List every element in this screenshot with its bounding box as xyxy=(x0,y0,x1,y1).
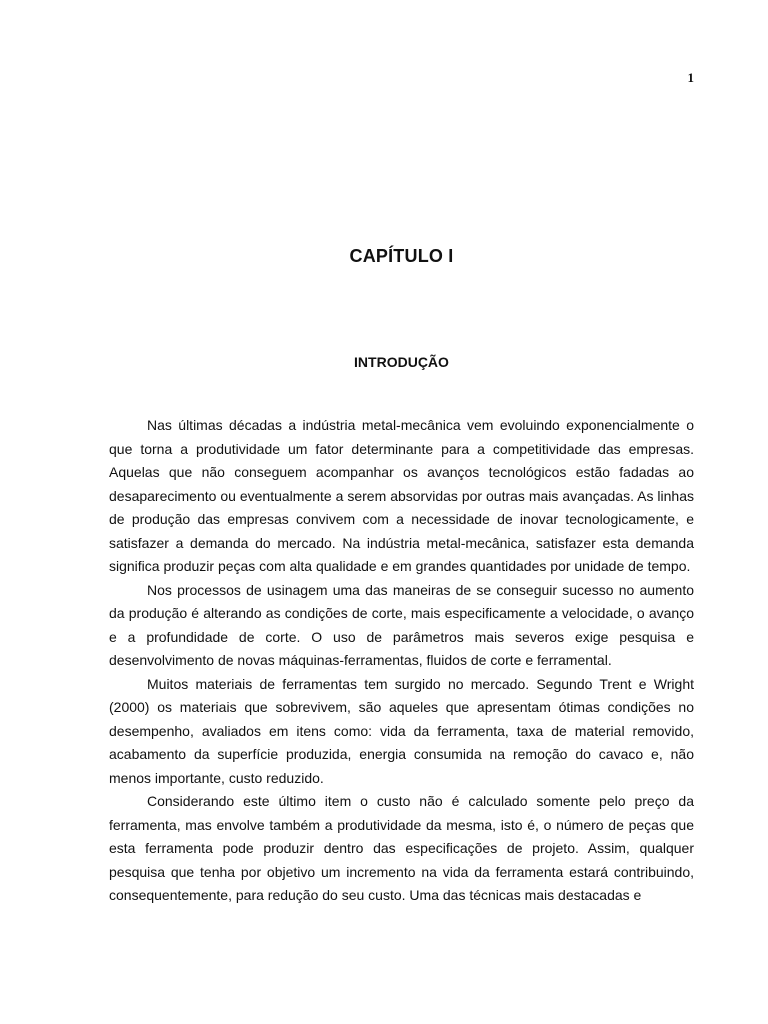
page-number: 1 xyxy=(687,70,694,85)
paragraph-2: Nos processos de usinagem uma das maneiras de se conseguir sucesso no aumento da produção é alterando as condições de corte, mais especificamente a velocidade, o avanço e a profundidade de corte. O uso de parâmetros mais severos exige pesquisa e desenvolvimento de novas máquinas-ferramentas, fluidos de corte e ferramental. xyxy=(109,581,694,668)
paragraph-4: Considerando este último item o custo não é calculado somente pelo preço da ferramenta, mas envolve também a produtividade da mesma, isto é, o número de peças que esta ferramenta pode produzir dentro das especificações de projeto. Assim, qualquer pesquisa que tenha por objetivo um incremento na vida da ferramenta estará contribuindo, consequentemente, para redução do seu custo. Uma das técnicas mais destacadas e xyxy=(109,793,694,903)
paragraph-3: Muitos materiais de ferramentas tem surgido no mercado. Segundo Trent e Wright (2000) os materiais que sobrevivem, são aqueles que apresentam ótimas condições no desempenho, avaliados em itens como: vida da ferramenta, taxa de material removido, acabamento da superfície produzida, energia consumida na remoção do cavaco e, não menos importante, custo reduzido. xyxy=(109,675,694,786)
chapter-title: CAPÍTULO I xyxy=(349,246,454,266)
paragraph-1: Nas últimas décadas a indústria metal-mecânica vem evoluindo exponencialmente o que torna a produtividade um fator determinante para a competitividade das empresas. Aquelas que não conseguem acompanhar os avanços tecnológicos estão fadadas ao desaparecimento ou eventualmente a serem absorvidas por outras mais avançadas. As linhas de produção das empresas convivem com a necessidade de inovar tecnologicamente, e satisfazer a demanda do mercado. Na indústria metal-mecânica, satisfazer esta demanda significa produzir peças com alta qualidade e em grandes quantidades por unidade de tempo. xyxy=(109,417,694,574)
body-text xyxy=(109,414,694,908)
section-title: INTRODUÇÃO xyxy=(354,354,449,370)
